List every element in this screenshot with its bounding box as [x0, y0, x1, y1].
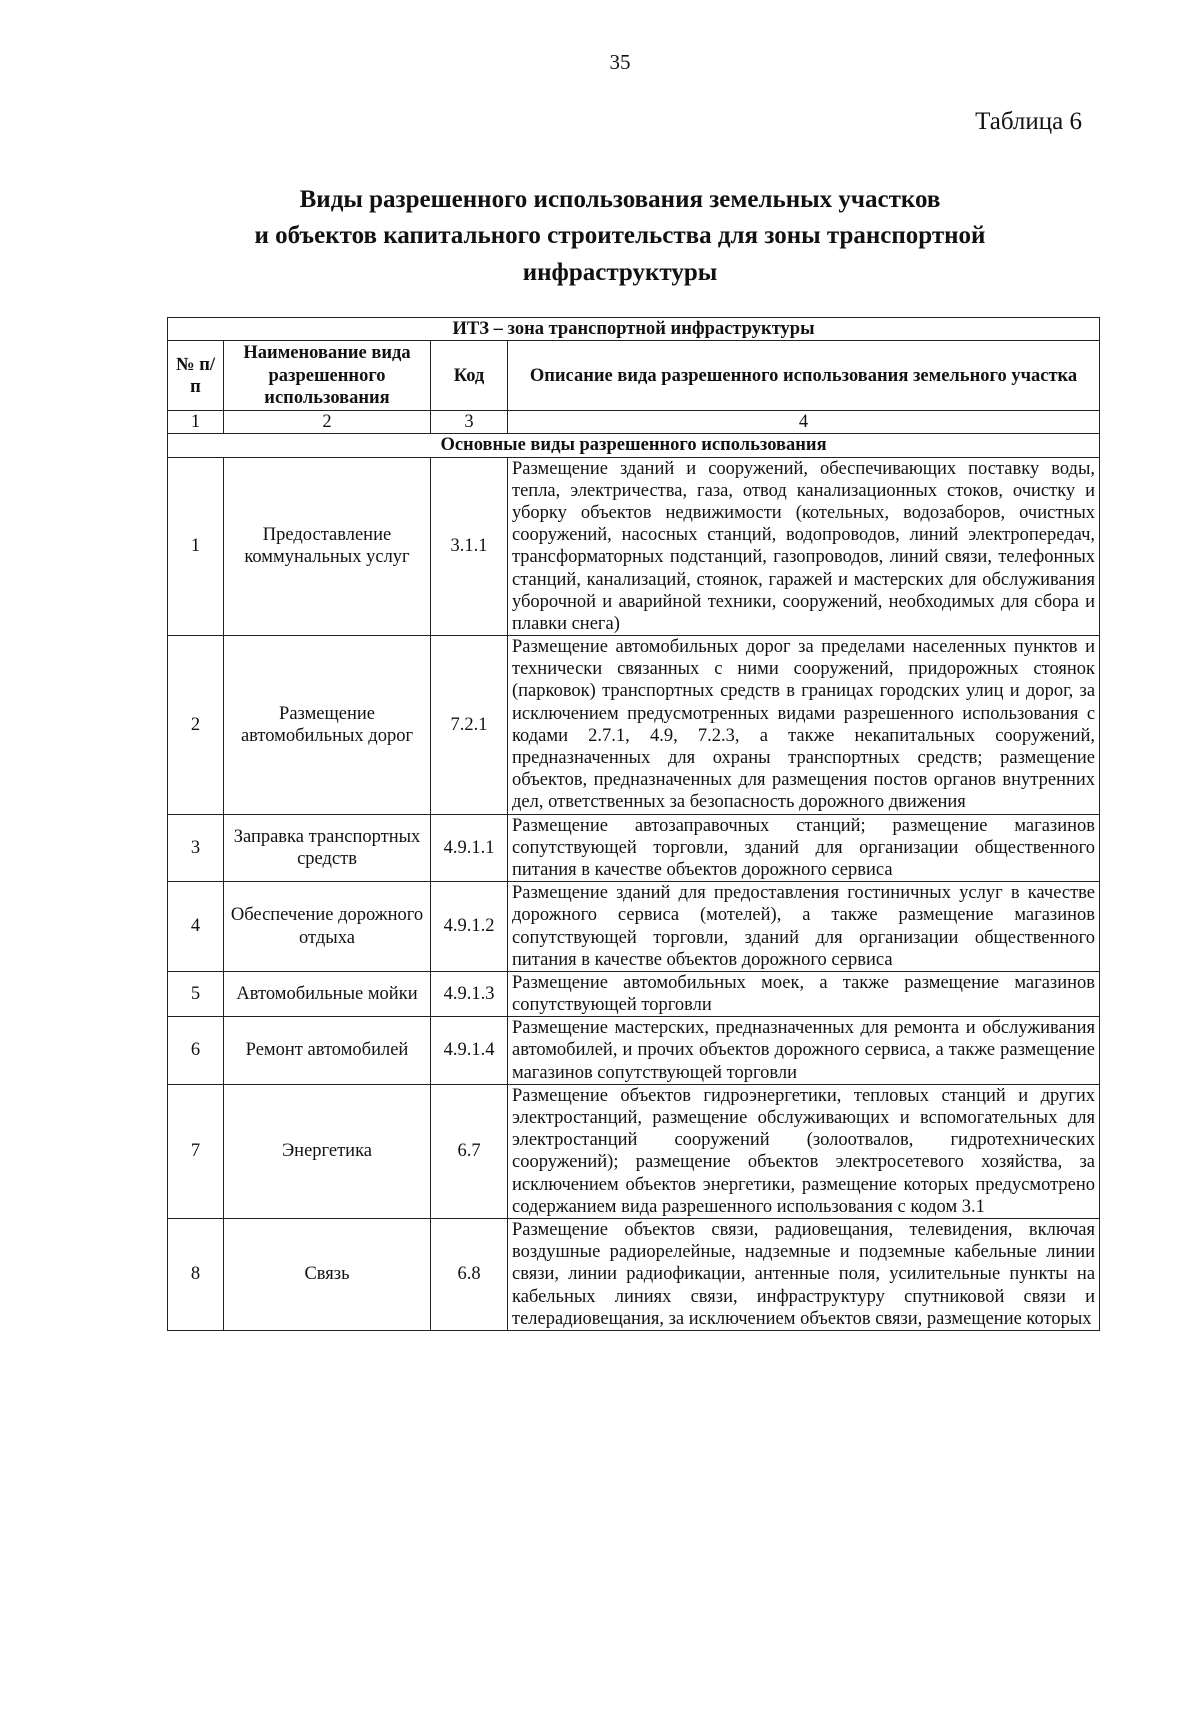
column-number: 2: [224, 411, 431, 434]
header-desc: Описание вида разрешенного использования земельного участка: [508, 341, 1100, 411]
row-code: 4.9.1.4: [431, 1017, 508, 1085]
row-number: 1: [168, 457, 224, 636]
title-line: и объектов капитального строительства для зоны транспортной: [254, 222, 986, 250]
row-description: Размещение зданий и сооружений, обеспечивающих поставку воды, тепла, электричества, газа, отвод канализационных стоков, очистку и уборку объектов недвижимости (котельных, водозаборов, очистных сооружений, насосных станций, водопроводов, линий электропередач, трансформаторных подстанций, газопроводов, линий связи, телефонных станций, канализаций, стоянок, гаражей и мастерских для обслуживания уборочной и аварийной техники, сооружений, необходимых для сбора и плавки снега): [508, 457, 1100, 636]
row-description: Размещение автомобильных моек, а также размещение магазинов сопутствующей торговли: [508, 971, 1100, 1016]
column-header-row: [168, 341, 1100, 411]
column-number-row: [168, 411, 1100, 434]
row-number: 3: [168, 814, 224, 882]
title-line: инфраструктуры: [522, 258, 718, 286]
title-line: Виды разрешенного использования земельных участков: [299, 186, 941, 213]
row-name: Энергетика: [224, 1084, 431, 1218]
row-code: 4.9.1.3: [431, 971, 508, 1016]
section-row: [168, 434, 1100, 457]
row-code: 4.9.1.1: [431, 814, 508, 882]
row-name: Обеспечение дорожного отдыха: [224, 882, 431, 972]
row-code: 3.1.1: [431, 457, 508, 636]
column-number: 4: [508, 411, 1100, 434]
row-name: Автомобильные мойки: [224, 971, 431, 1016]
table-row: [168, 971, 1100, 1016]
header-code: Код: [431, 341, 508, 411]
table-row: [168, 457, 1100, 636]
land-use-table: [167, 317, 1100, 1331]
row-number: 2: [168, 636, 224, 815]
table-row: [168, 1084, 1100, 1218]
document-title: [150, 182, 1090, 291]
row-description: Размещение мастерских, предназначенных для ремонта и обслуживания автомобилей, и прочих объектов дорожного сервиса, а также размещение магазинов сопутствующей торговли: [508, 1017, 1100, 1085]
page-number: 35: [609, 50, 631, 74]
table-row: [168, 1017, 1100, 1085]
row-number: 8: [168, 1218, 224, 1330]
table-label: Таблица 6: [975, 108, 1082, 135]
row-name: Ремонт автомобилей: [224, 1017, 431, 1085]
zone-header: ИТЗ – зона транспортной инфраструктуры: [168, 318, 1100, 341]
zone-header-row: [168, 318, 1100, 341]
row-code: 6.8: [431, 1218, 508, 1330]
row-number: 7: [168, 1084, 224, 1218]
row-name: Связь: [224, 1218, 431, 1330]
column-number: 3: [431, 411, 508, 434]
row-description: Размещение автомобильных дорог за пределами населенных пунктов и технически связанных с ними сооружений, придорожных стоянок (парковок) транспортных средств в границах городских улиц и дорог, за исключением предусмотренных видами разрешенного использования с кодами 2.7.1, 4.9, 7.2.3, а также некапитальных сооружений, предназначенных для охраны транспортных средств; размещение объектов, предназначенных для размещения постов органов внутренних дел, ответственных за безопасность дорожного движения: [508, 636, 1100, 815]
table-row: [168, 882, 1100, 972]
row-description: Размещение автозаправочных станций; размещение магазинов сопутствующей торговли, зданий для организации общественного питания в качестве объектов дорожного сервиса: [508, 814, 1100, 882]
row-code: 6.7: [431, 1084, 508, 1218]
table-row: [168, 814, 1100, 882]
header-name: Наименование вида разрешенного использования: [224, 341, 431, 411]
header-num: № п/п: [168, 341, 224, 411]
row-name: Предоставление коммунальных услуг: [224, 457, 431, 636]
row-number: 6: [168, 1017, 224, 1085]
row-description: Размещение зданий для предоставления гостиничных услуг в качестве дорожного сервиса (мотелей), а также размещение магазинов сопутствующей торговли, зданий для организации общественного питания в качестве объектов дорожного сервиса: [508, 882, 1100, 972]
row-number: 5: [168, 971, 224, 1016]
row-code: 7.2.1: [431, 636, 508, 815]
row-code: 4.9.1.2: [431, 882, 508, 972]
table-row: [168, 636, 1100, 815]
section-title: Основные виды разрешенного использования: [168, 434, 1100, 457]
row-description: Размещение объектов связи, радиовещания, телевидения, включая воздушные радиорелейные, надземные и подземные кабельные линии связи, линии радиофикации, антенные поля, усилительные пункты на кабельных линиях связи, инфраструктуру спутниковой связи и телерадиовещания, за исключением объектов связи, размещение которых: [508, 1218, 1100, 1330]
row-name: Размещение автомобильных дорог: [224, 636, 431, 815]
row-description: Размещение объектов гидроэнергетики, тепловых станций и других электростанций, размещение обслуживающих и вспомогательных для электростанций сооружений (золоотвалов, гидротехнических сооружений); размещение объектов электросетевого хозяйства, за исключением объектов энергетики, размещение которых предусмотрено содержанием вида разрешенного использования с кодом 3.1: [508, 1084, 1100, 1218]
column-number: 1: [168, 411, 224, 434]
table-row: [168, 1218, 1100, 1330]
row-number: 4: [168, 882, 224, 972]
row-name: Заправка транспортных средств: [224, 814, 431, 882]
